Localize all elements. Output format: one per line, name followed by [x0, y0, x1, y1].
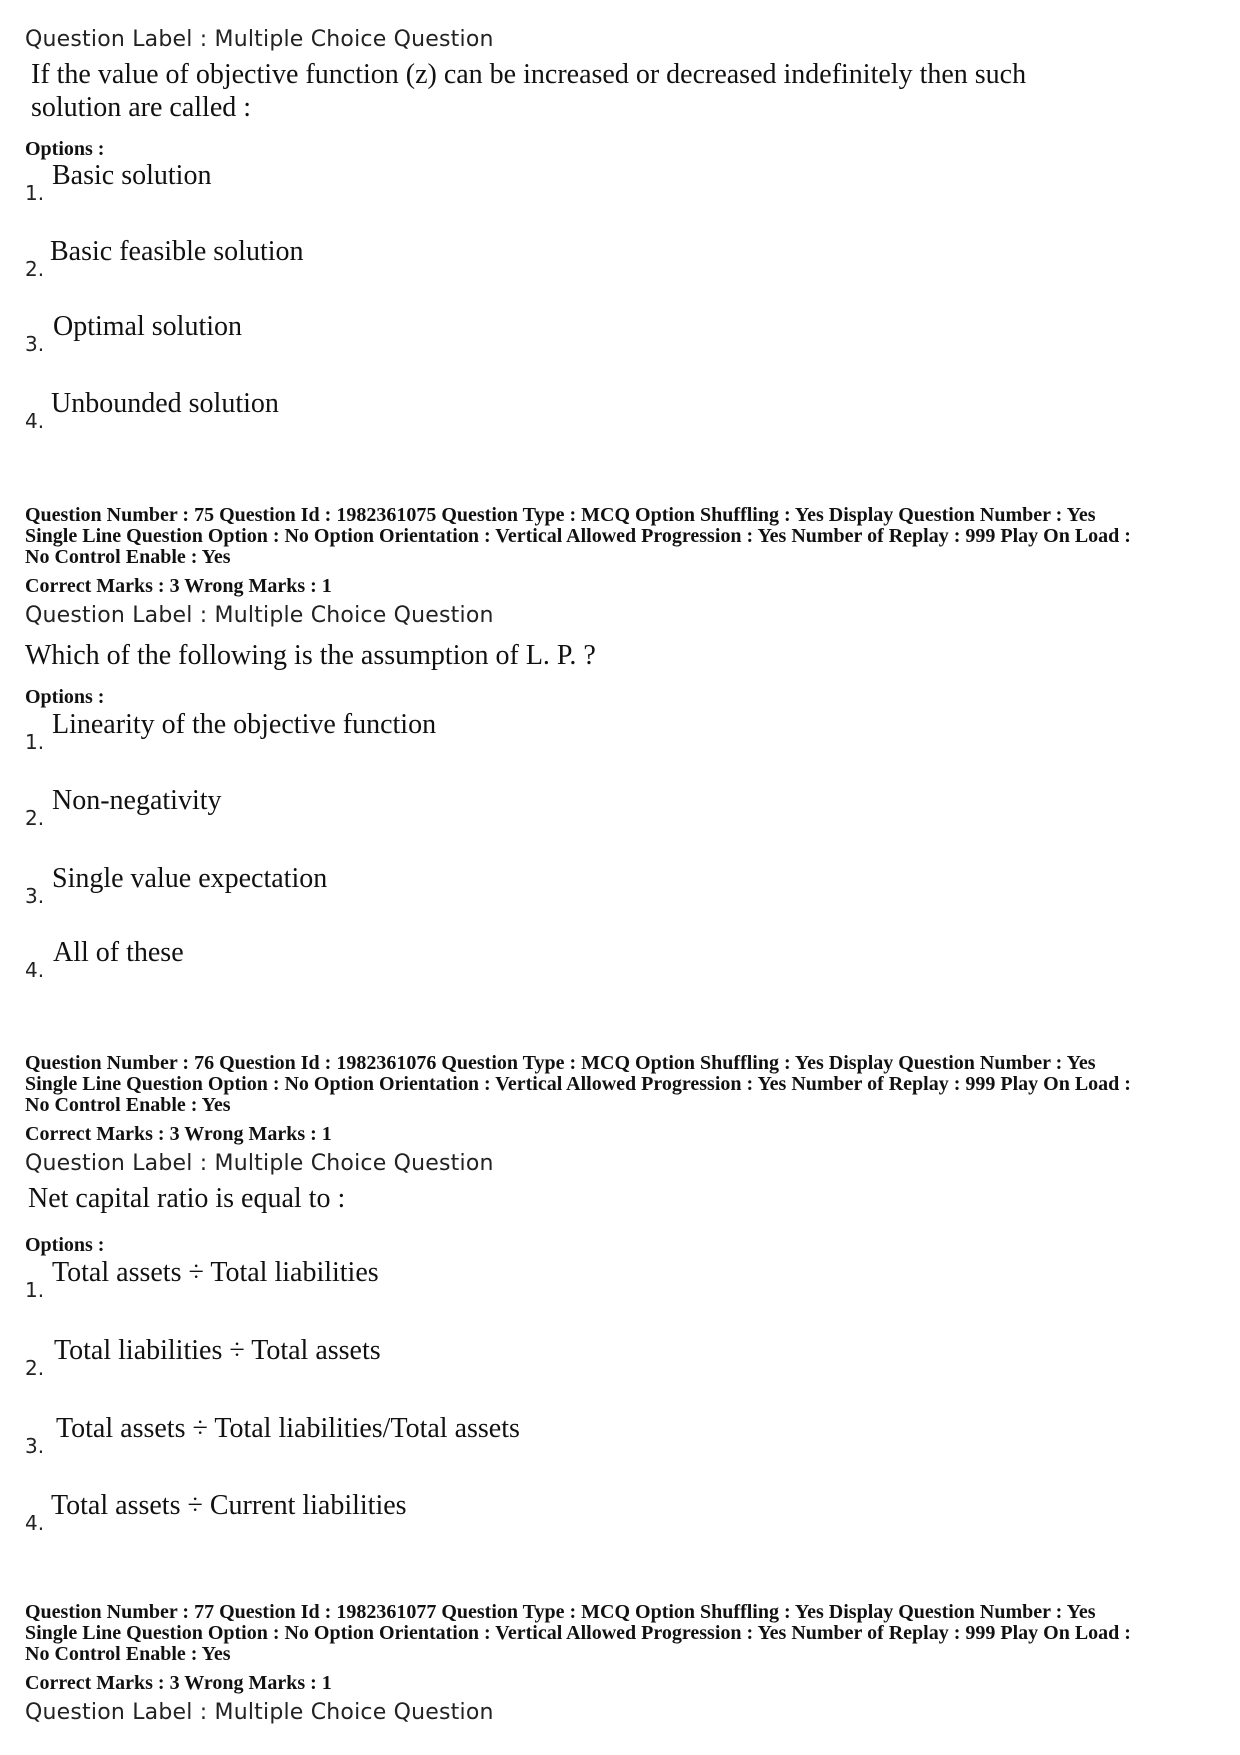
- options-heading: Options :: [25, 686, 105, 708]
- option-text: Total assets ÷ Total liabilities: [52, 1257, 379, 1288]
- question-meta-line2: Single Line Question Option : No Option Orientation : Vertical Allowed Progression : Yes Number of Replay : 999 Play On Load :: [25, 525, 1131, 547]
- option-number: 2.: [25, 806, 45, 830]
- option-text: Linearity of the objective function: [52, 709, 437, 740]
- option-text: All of these: [53, 937, 184, 968]
- option-number: 4.: [25, 958, 45, 982]
- option-number: 2.: [25, 257, 45, 281]
- option-number: 1.: [25, 181, 45, 205]
- question-meta-line3: No Control Enable : Yes: [25, 1643, 231, 1665]
- question-label: Question Label : Multiple Choice Question: [25, 27, 494, 52]
- question-label: Question Label : Multiple Choice Question: [25, 1151, 494, 1176]
- question-text-line2: solution are called :: [31, 92, 252, 123]
- option-text: Basic feasible solution: [50, 236, 304, 267]
- option-number: 4.: [25, 409, 45, 433]
- option-text: Basic solution: [52, 160, 212, 191]
- question-text-line1: Net capital ratio is equal to :: [28, 1183, 346, 1214]
- question-meta-line1: Question Number : 76 Question Id : 1982361076 Question Type : MCQ Option Shuffling : Yes Display Question Number : Yes: [25, 1052, 1096, 1074]
- option-text: Non-negativity: [52, 785, 222, 816]
- option-number: 3.: [25, 332, 45, 356]
- option-number: 3.: [25, 1434, 45, 1458]
- marks-info: Correct Marks : 3 Wrong Marks : 1: [25, 575, 332, 597]
- question-meta-line2: Single Line Question Option : No Option Orientation : Vertical Allowed Progression : Yes Number of Replay : 999 Play On Load :: [25, 1622, 1131, 1644]
- option-text: Total assets ÷ Current liabilities: [51, 1490, 407, 1521]
- option-text: Total assets ÷ Total liabilities/Total assets: [56, 1413, 520, 1444]
- question-meta-line3: No Control Enable : Yes: [25, 1094, 231, 1116]
- option-number: 1.: [25, 1278, 45, 1302]
- options-heading: Options :: [25, 138, 105, 160]
- options-heading: Options :: [25, 1234, 105, 1256]
- option-number: 1.: [25, 730, 45, 754]
- question-text-line1: If the value of objective function (z) can be increased or decreased indefinitely then such: [31, 59, 1027, 90]
- option-number: 4.: [25, 1511, 45, 1535]
- option-number: 3.: [25, 884, 45, 908]
- option-text: Single value expectation: [52, 863, 328, 894]
- option-text: Optimal solution: [53, 311, 242, 342]
- marks-info: Correct Marks : 3 Wrong Marks : 1: [25, 1123, 332, 1145]
- option-text: Total liabilities ÷ Total assets: [54, 1335, 381, 1366]
- question-text-line1: Which of the following is the assumption of L. P. ?: [25, 640, 596, 671]
- question-meta-line1: Question Number : 77 Question Id : 1982361077 Question Type : MCQ Option Shuffling : Yes Display Question Number : Yes: [25, 1601, 1096, 1623]
- marks-info: Correct Marks : 3 Wrong Marks : 1: [25, 1672, 332, 1694]
- question-meta-line2: Single Line Question Option : No Option Orientation : Vertical Allowed Progression : Yes Number of Replay : 999 Play On Load :: [25, 1073, 1131, 1095]
- question-meta-line3: No Control Enable : Yes: [25, 546, 231, 568]
- question-label: Question Label : Multiple Choice Question: [25, 1700, 494, 1725]
- question-label: Question Label : Multiple Choice Question: [25, 603, 494, 628]
- option-number: 2.: [25, 1356, 45, 1380]
- option-text: Unbounded solution: [51, 388, 279, 419]
- question-meta-line1: Question Number : 75 Question Id : 1982361075 Question Type : MCQ Option Shuffling : Yes Display Question Number : Yes: [25, 504, 1096, 526]
